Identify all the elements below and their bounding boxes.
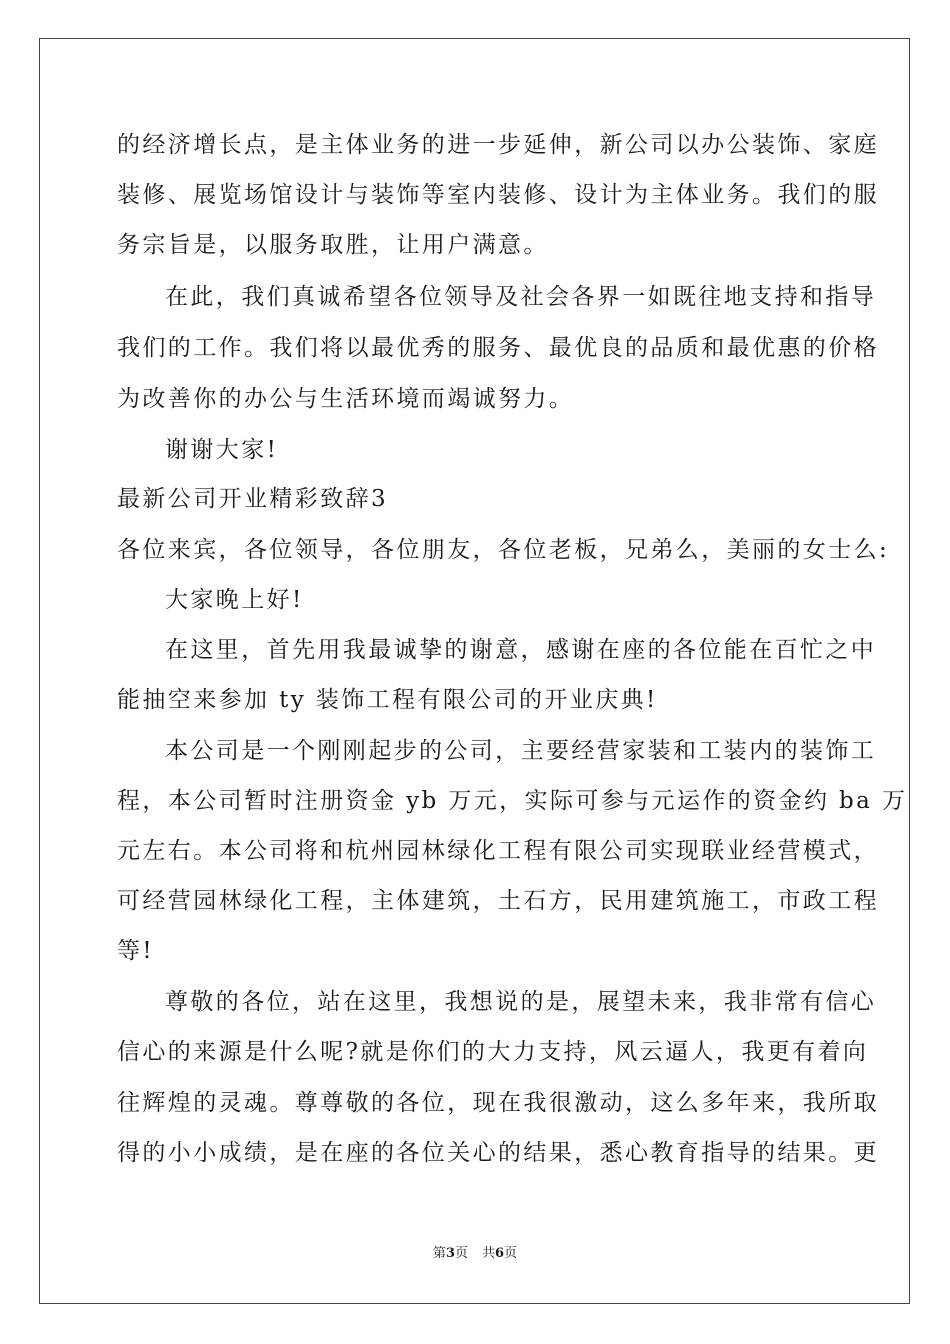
text-line: 程，本公司暂时注册资金 yb 万元，实际可参与元运作的资金约 ba 万 — [117, 788, 908, 814]
text-line: 元左右。本公司将和杭州园林绿化工程有限公司实现联业经营模式， — [117, 838, 879, 864]
page-number: 3 — [445, 1246, 455, 1261]
section-heading: 最新公司开业精彩致辞3 — [117, 486, 389, 512]
text-line: 能抽空来参加 ty 装饰工程有限公司的开业庆典! — [117, 687, 658, 713]
page-footer — [0, 1245, 950, 1263]
paragraph-first-line: 大家晚上好! — [165, 587, 304, 613]
text-line: 为改善你的办公与生活环境而竭诚努力。 — [117, 386, 575, 412]
text-line: 务宗旨是，以服务取胜，让用户满意。 — [117, 232, 549, 258]
page-suffix: 页 — [454, 1246, 468, 1261]
text-line: 的经济增长点，是主体业务的进一步延伸，新公司以办公装饰、家庭 — [117, 132, 879, 158]
paragraph-first-line: 在这里，首先用我最诚挚的谢意，感谢在座的各位能在百忙之中 — [165, 637, 877, 663]
paragraph-first-line: 本公司是一个刚刚起步的公司，主要经营家装和工装内的装饰工 — [165, 738, 877, 764]
total-suffix: 页 — [504, 1246, 518, 1261]
paragraph-first-line: 在此，我们真诚希望各位领导及社会各界一如既往地支持和指导 — [165, 284, 877, 310]
text-line: 信心的来源是什么呢?就是你们的大力支持，风云逼人，我更有着向 — [117, 1039, 869, 1065]
text-line: 装修、展览场馆设计与装饰等室内装修、设计为主体业务。我们的服 — [117, 182, 879, 208]
text-line: 可经营园林绿化工程，主体建筑，土石方，民用建筑施工，市政工程 — [117, 888, 879, 914]
text-line: 往辉煌的灵魂。尊尊敬的各位，现在我很激动，这么多年来，我所取 — [117, 1090, 879, 1116]
paragraph-first-line: 谢谢大家! — [165, 437, 279, 463]
paragraph-first-line: 尊敬的各位，站在这里，我想说的是，展望未来，我非常有信心 — [165, 989, 877, 1015]
text-line: 等! — [117, 938, 155, 964]
total-pages: 6 — [495, 1246, 505, 1261]
page-prefix: 第 — [432, 1246, 446, 1261]
total-prefix: 共 — [482, 1246, 496, 1261]
text-line: 得的小小成绩，是在座的各位关心的结果，悉心教育指导的结果。更 — [117, 1140, 879, 1166]
text-line: 我们的工作。我们将以最优秀的服务、最优良的品质和最优惠的价格 — [117, 335, 879, 361]
salutation-line: 各位来宾，各位领导，各位朋友，各位老板，兄弟么，美丽的女士么: — [117, 537, 890, 563]
